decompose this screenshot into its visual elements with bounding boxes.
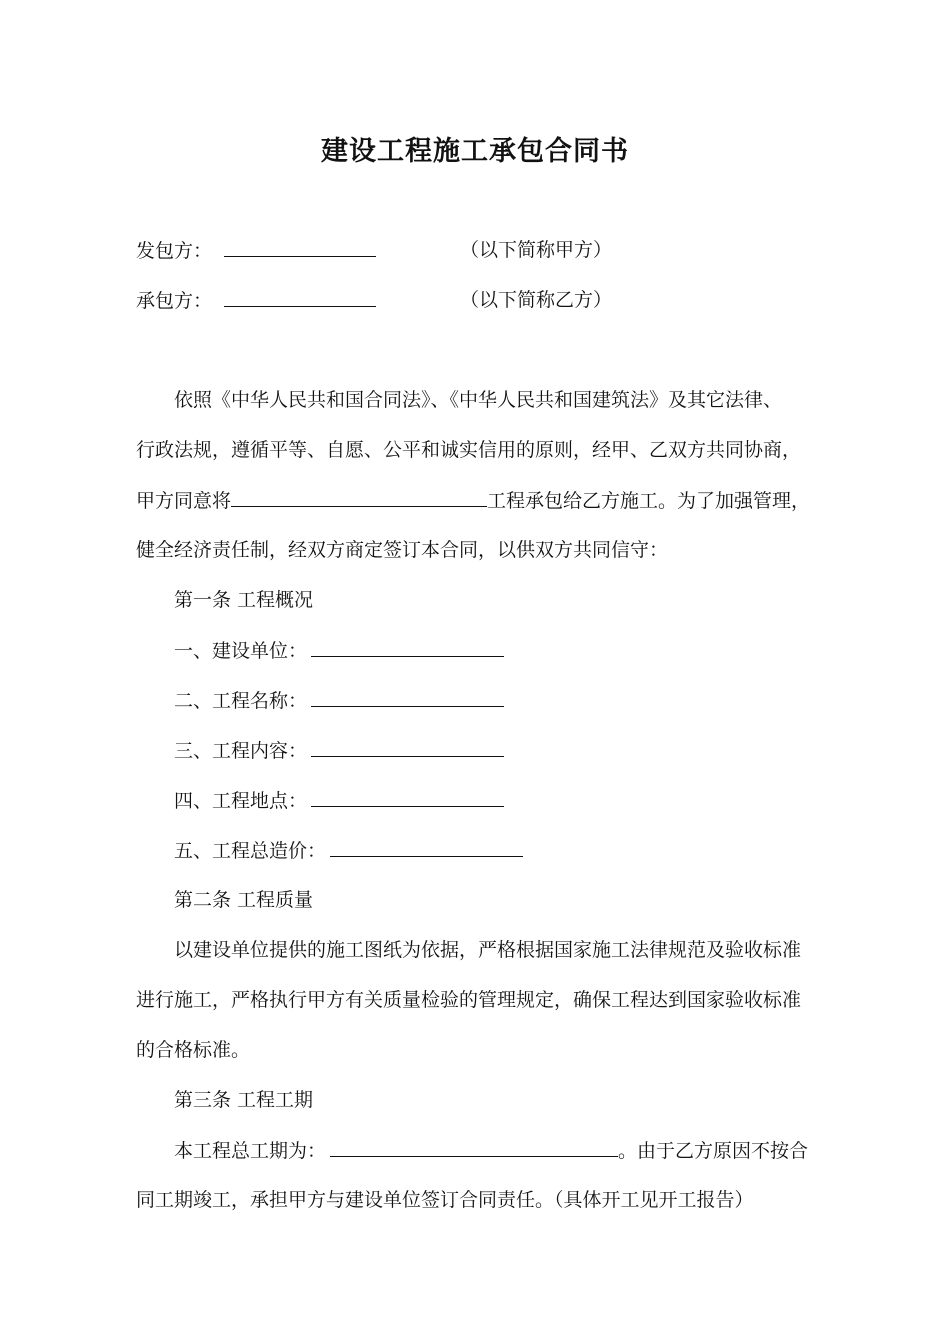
item-label: 三、工程内容： [174, 740, 308, 762]
total-duration-blank[interactable] [330, 1136, 618, 1157]
item-label: 二、工程名称： [174, 690, 308, 712]
article-1-item-total-cost [174, 836, 864, 865]
item-label: 一、建设单位： [174, 640, 308, 662]
party-contractor-label: 承包方： [136, 290, 213, 312]
article-1-item-construction-unit [174, 636, 864, 665]
party-contractor-blank[interactable] [224, 286, 376, 307]
article-2-line-2: 进行施工，严格执行甲方有关质量检验的管理规定，确保工程达到国家验收标准 [136, 989, 802, 1011]
article-1-item-project-content [174, 736, 864, 765]
party-contractor-note: （以下简称乙方） [460, 289, 613, 311]
item-label: 四、工程地点： [174, 790, 308, 812]
total-cost-blank[interactable] [330, 836, 523, 857]
project-location-blank[interactable] [311, 786, 504, 807]
preamble-line-3 [136, 486, 826, 515]
project-content-blank[interactable] [311, 736, 504, 757]
article-1-heading: 第一条 工程概况 [174, 589, 314, 611]
article-1-item-project-name [174, 686, 864, 715]
article-2-line-3: 的合格标准。 [136, 1039, 251, 1061]
party-client-label: 发包方： [136, 240, 213, 262]
article-3-line-1-before: 本工程总工期为： [174, 1140, 327, 1162]
item-label: 五、工程总造价： [174, 840, 327, 862]
article-1-item-project-location [174, 786, 864, 815]
party-client-note: （以下简称甲方） [460, 239, 613, 261]
article-3-line-1-after: 。由于乙方原因不按合 [618, 1140, 809, 1162]
article-3-heading: 第三条 工程工期 [174, 1089, 314, 1111]
preamble-line-3-after: 工程承包给乙方施工。为了加强管理， [487, 490, 811, 512]
construction-unit-blank[interactable] [311, 636, 504, 657]
preamble-line-3-before: 甲方同意将 [136, 490, 232, 512]
preamble-line-2: 行政法规，遵循平等、自愿、公平和诚实信用的原则，经甲、乙双方共同协商， [136, 439, 802, 461]
article-3-line-2: 同工期竣工，承担甲方与建设单位签订合同责任。（具体开工见开工报告） [136, 1189, 754, 1211]
party-client-blank[interactable] [224, 236, 376, 257]
article-3-line-1 [174, 1136, 864, 1165]
project-title-blank[interactable] [311, 686, 504, 707]
preamble-line-1: 依照《中华人民共和国合同法》、《中华人民共和国建筑法》及其它法律、 [174, 389, 783, 411]
project-name-blank[interactable] [231, 486, 487, 507]
preamble-line-4: 健全经济责任制，经双方商定签订本合同，以供双方共同信守： [136, 539, 669, 561]
article-2-heading: 第二条 工程质量 [174, 889, 314, 911]
article-2-line-1: 以建设单位提供的施工图纸为依据，严格根据国家施工法律规范及验收标准 [174, 939, 802, 961]
document-title: 建设工程施工承包合同书 [321, 136, 629, 167]
